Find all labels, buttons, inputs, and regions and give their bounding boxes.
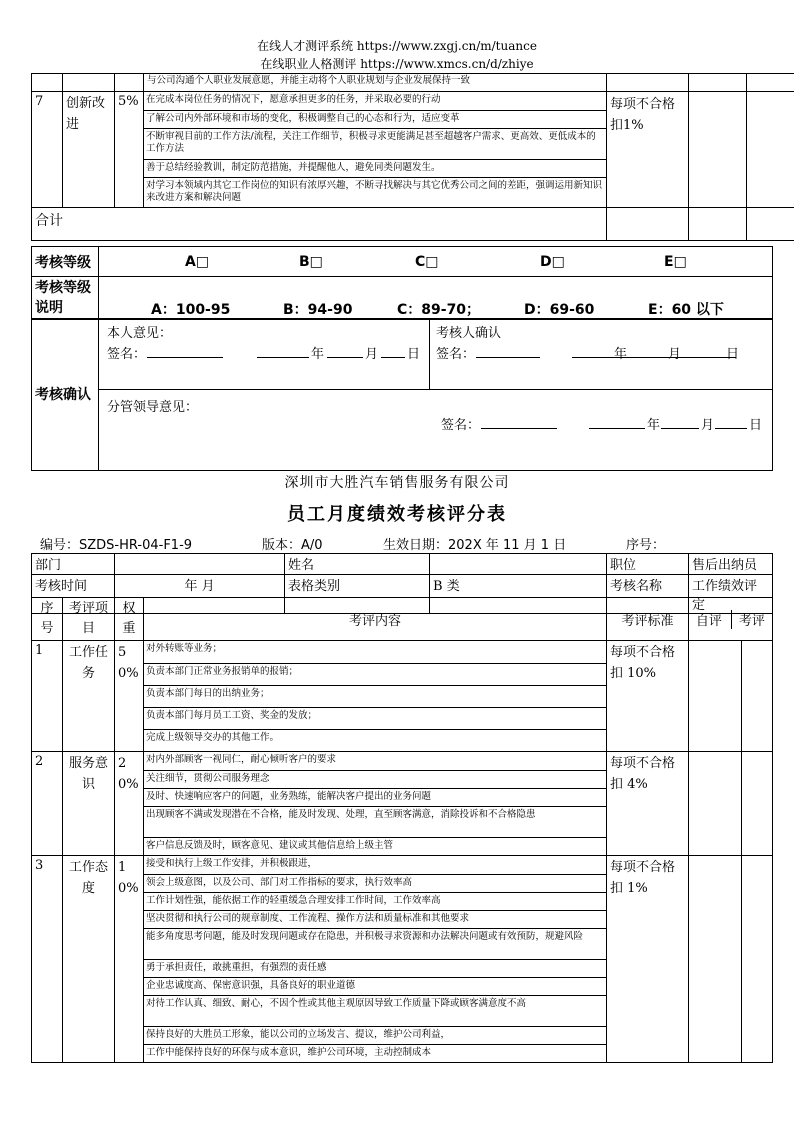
grade-a-checkbox[interactable]: A□ [185,254,210,270]
form-item-2 [32,752,773,856]
item1-no: 1 [32,641,63,752]
assessor-date-line[interactable] [572,345,736,358]
grade-e-checkbox[interactable]: E□ [664,254,687,270]
item2-content-2: 关注细节，贯彻公司服务理念 [144,770,606,788]
grade-desc-b: B：94-90 [283,302,353,318]
grade-table [31,246,773,320]
grade-desc-e: E：60 以下 [648,302,724,318]
item3-review-score[interactable] [742,856,773,1063]
assessor-confirm-label: 考核人确认 [436,326,502,341]
item3-content-10: 工作中能保持良好的环保与成本意识，维护公司环境，主动控制成本 [146,1046,432,1058]
confirm-label: 考核确认 [32,319,99,471]
form-serial: 序号： [626,538,666,553]
item3-content-5: 能多角度思考问题，能及时发现问题或存在隐患，并积极寻求资源和办法解决问题或有效预防，规避风险 [144,928,606,959]
item2-self-score[interactable] [689,752,742,856]
header-line-2: 在线职业人格测评 https://www.xmcs.cn/d/zhiye [260,57,534,71]
item1-standard: 每项不合格扣 10% [607,641,689,752]
item3-content-3: 工作计划性强，能依据工作的轻重缓急合理安排工作时间，工作效率高 [144,892,606,910]
item7-content-5: 对学习本领域内其它工作岗位的知识有浓厚兴趣，不断寻找解决与其它优秀公司之间的差距，强调运用新知识来改进方案和解决问题 [146,179,603,203]
carry-row-content: 与公司沟通个人职业发展意愿，并能主动将个人职业规划与企业发展保持一致 [144,74,607,92]
item7-content-4: 善于总结经验教训，制定防范措施，并提醒他人，避免同类问题发生。 [144,159,606,177]
item2-name: 服务意识 [63,752,115,856]
col-no: 序号 [32,598,63,641]
item1-weight: 50% [115,641,144,752]
item7-standard: 每项不合格扣1% [607,92,689,208]
item7-name: 创新改进 [63,92,115,208]
type-label: 表格类别 [285,575,430,614]
confirm-table [31,318,773,471]
item1-content-1: 对外转账等业务； [144,641,606,663]
item3-content-9: 保持良好的大胜员工形象，能以公司的立场发言、提议，维护公司利益， [144,1026,606,1044]
item3-no: 3 [32,856,63,1063]
dept-label: 部门 [32,554,115,575]
self-year-label: 年 [311,347,325,362]
item1-content-4: 负责本部门每月员工工资、奖金的发放； [144,707,606,729]
leader-sign-label: 签名： [441,418,481,433]
form-title: 员工月度绩效考核评分表 [287,504,507,525]
col-weight: 权重 [115,598,144,641]
item2-weight: 20% [115,752,144,856]
grade-desc-label: 考核等级说明 [32,277,99,320]
item2-content-5: 客户信息反馈及时，顾客意见、建议或其他信息给上级主管 [146,839,394,851]
item2-content-list [144,752,606,855]
leader-year-line[interactable] [589,416,645,429]
item7-content-2: 了解公司内外部环境和市场的变化，积极调整自己的心态和行为，适应变革 [144,110,606,128]
item3-standard: 每项不合格扣 1% [607,856,689,1063]
assessor-month-label: 月 [668,347,682,362]
item3-name: 工作态度 [63,856,115,1063]
self-day-label: 日 [407,347,421,362]
item2-content-3: 及时、快速响应客户的问题，业务熟练，能解决客户提出的业务问题 [144,788,606,806]
self-sign-line[interactable] [147,345,223,358]
assessor-sign-line[interactable] [476,345,540,358]
leader-month-label: 月 [701,418,715,433]
total-self-score[interactable] [689,208,747,241]
self-day-line[interactable] [381,345,405,358]
leader-year-label: 年 [647,418,661,433]
item7-content-list [144,92,606,207]
item2-review-score[interactable] [742,752,773,856]
item1-content-5: 完成上级领导交办的其他工作。 [146,731,280,743]
form-effective-date: 生效日期：202X 年 11 月 1 日 [383,538,567,553]
item3-content-7: 企业忠诚度高、保密意识强，具备良好的职业道德 [144,977,606,995]
form-item-3 [32,856,773,1063]
leader-day-line[interactable] [715,416,747,429]
form-code: 编号：SZDS-HR-04-F1-9 [40,538,193,553]
col-standard: 考评标准 [607,598,689,641]
self-opinion-label: 本人意见： [107,326,173,341]
grade-b-checkbox[interactable]: B□ [299,254,323,270]
assessor-day-label: 日 [726,347,740,362]
type-value: B 类 [430,575,607,614]
item1-review-score[interactable] [742,641,773,752]
col-review: 考评 [731,610,772,629]
position-label: 职位 [607,554,689,575]
self-sign-label: 签名： [107,347,147,362]
leader-day-label: 日 [749,418,763,433]
item3-content-4: 坚决贯彻和执行公司的规章制度、工作流程、操作方法和质量标准和其他要求 [144,910,606,928]
assessor-year-label: 年 [614,347,628,362]
col-item: 考评项目 [63,598,115,641]
top-table [31,73,794,241]
self-month-line[interactable] [327,345,363,358]
name-label: 姓名 [285,554,430,575]
item1-content-3: 负责本部门每日的出纳业务； [144,685,606,707]
item7-content-1: 在完成本岗位任务的情况下，愿意承担更多的任务，并采取必要的行动 [144,92,606,110]
item1-content-list [144,641,606,751]
company-name: 深圳市大胜汽车销售服务有限公司 [284,475,510,491]
grade-desc-d: D：69-60 [524,302,595,318]
item2-content-1: 对内外部顾客一视同仁，耐心倾听客户的要求 [144,752,606,770]
header-line-1: 在线人才测评系统 https://www.zxgj.cn/m/tuance [257,39,537,53]
grade-desc-c: C：89-70； [397,302,481,318]
item3-content-6: 勇于承担责任，敢挑重担，有强烈的责任感 [144,959,606,977]
self-month-label: 月 [365,347,379,362]
item3-weight: 10% [115,856,144,1063]
item1-content-2: 负责本部门正常业务报销单的报销； [144,663,606,685]
item2-no: 2 [32,752,63,856]
leader-sign-line[interactable] [481,416,557,429]
form-version: 版本：A/0 [262,538,323,553]
item3-content-1: 接受和执行上级工作安排，并积极跟进， [144,856,606,874]
item3-self-score[interactable] [689,856,742,1063]
item7-weight: 5% [115,92,144,208]
item7-review-score[interactable] [747,92,794,208]
assess-name-label: 考核名称 [607,575,689,614]
item2-standard: 每项不合格扣 4% [607,752,689,856]
col-content: 考评内容 [144,598,607,641]
total-label: 合计 [32,208,607,241]
item1-self-score[interactable] [689,641,742,752]
item2-content-4: 出现顾客不满或发现潜在不合格，能及时发现、处理，直至顾客满意，消除投诉和不合格隐患 [144,806,606,837]
grade-d-checkbox[interactable]: D□ [540,254,565,270]
assessor-sign-label: 签名： [436,347,476,362]
assess-name-value: 工作绩效评定 [689,575,773,614]
period-label: 考核时间 [32,575,115,614]
item1-name: 工作任务 [63,641,115,752]
item3-content-2: 领会上级意图，以及公司、部门对工作指标的要求，执行效率高 [144,874,606,892]
leader-month-line[interactable] [661,416,699,429]
leader-opinion-label: 分管领导意见： [107,400,199,415]
total-review-score[interactable] [747,208,794,241]
form-item-1 [32,641,773,752]
dept-value[interactable] [115,554,285,575]
item7-no: 7 [32,92,63,208]
item3-content-8: 对待工作认真、细致、耐心，不因个性或其他主观原因导致工作质量下降或顾客满意度不高 [144,995,606,1026]
self-year-line[interactable] [257,345,309,358]
name-value[interactable] [430,554,607,575]
form-items-table [31,597,773,1063]
grade-desc-a: A：100-95 [151,302,231,318]
period-value[interactable]: 年 月 [115,575,285,614]
col-self: 自评 [695,613,722,629]
position-value: 售后出纳员 [689,554,773,575]
item3-content-list [144,856,606,1062]
grade-label: 考核等级 [32,247,99,277]
grade-c-checkbox[interactable]: C□ [415,254,439,270]
item7-content-3: 不断审视目前的工作方法/流程，关注工作细节，积极寻求更能满足甚至超越客户需求、更高效、更低成本的工作方法 [144,128,606,159]
item7-self-score[interactable] [689,92,747,208]
